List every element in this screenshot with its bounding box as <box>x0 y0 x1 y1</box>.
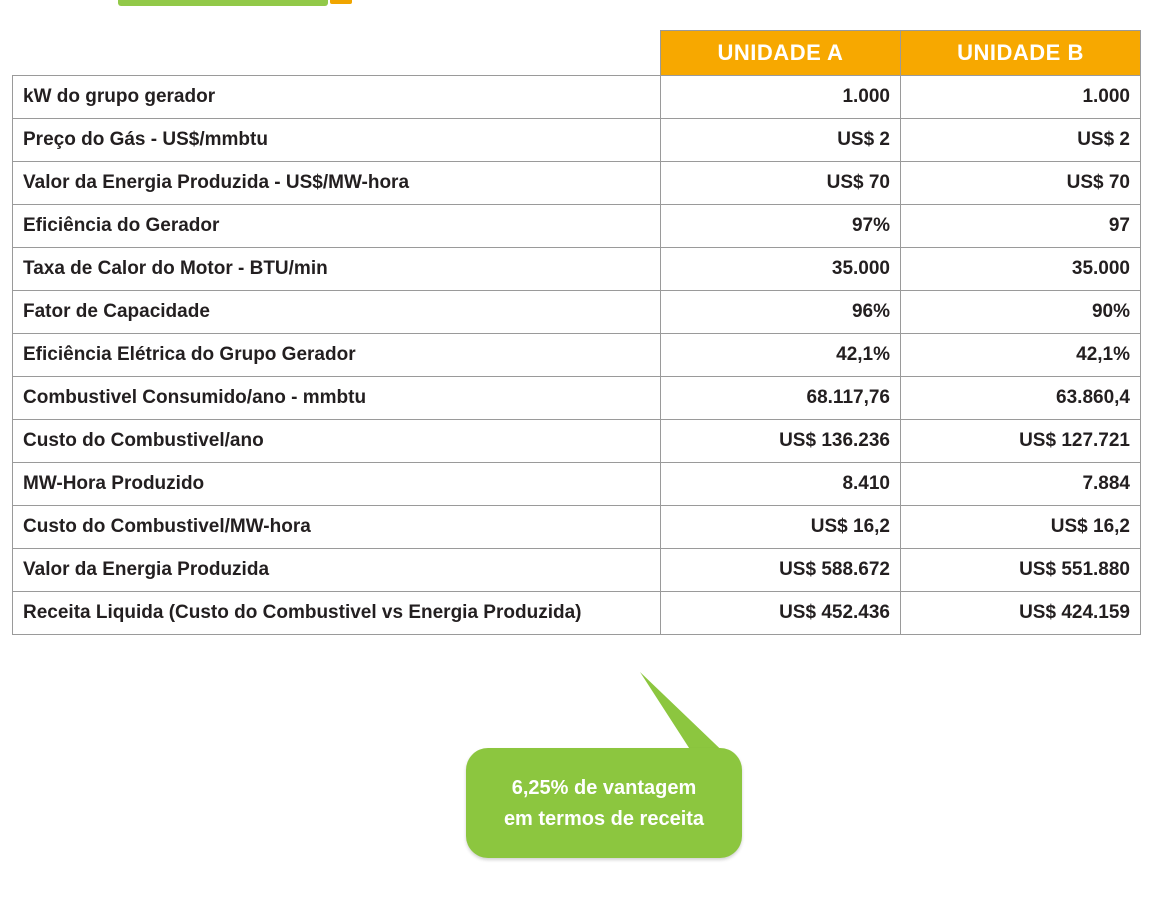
table-row <box>13 291 1141 334</box>
cell-unidade-a: US$ 136.236 <box>661 420 901 463</box>
table-row <box>13 420 1141 463</box>
cell-unidade-a: 35.000 <box>661 248 901 291</box>
cell-unidade-a: US$ 2 <box>661 119 901 162</box>
row-label: Custo do Combustivel/ano <box>13 420 661 463</box>
cell-unidade-b: US$ 424.159 <box>901 592 1141 635</box>
comparison-table-container <box>12 30 1140 635</box>
cell-unidade-b: 42,1% <box>901 334 1141 377</box>
cell-unidade-a: 1.000 <box>661 76 901 119</box>
cell-unidade-a: 68.117,76 <box>661 377 901 420</box>
row-label: Custo do Combustivel/MW-hora <box>13 506 661 549</box>
table-row <box>13 592 1141 635</box>
cell-unidade-b: 97 <box>901 205 1141 248</box>
table-row <box>13 248 1141 291</box>
cell-unidade-a: US$ 588.672 <box>661 549 901 592</box>
table-row <box>13 334 1141 377</box>
table-row <box>13 76 1141 119</box>
header-graphic-fragment-secondary <box>330 0 352 4</box>
cell-unidade-a: 97% <box>661 205 901 248</box>
table-header-unidade-b: UNIDADE B <box>901 31 1141 76</box>
table-header-unidade-a: UNIDADE A <box>661 31 901 76</box>
cell-unidade-a: 42,1% <box>661 334 901 377</box>
callout-line-2: em termos de receita <box>503 807 705 830</box>
row-label: Receita Liquida (Custo do Combustivel vs Energia Produzida) <box>13 592 661 635</box>
row-label: Valor da Energia Produzida <box>13 549 661 592</box>
row-label: Combustivel Consumido/ano - mmbtu <box>13 377 661 420</box>
table-row <box>13 506 1141 549</box>
table-row <box>13 162 1141 205</box>
cell-unidade-b: US$ 2 <box>901 119 1141 162</box>
cell-unidade-a: US$ 70 <box>661 162 901 205</box>
cell-unidade-b: US$ 70 <box>901 162 1141 205</box>
row-label: Fator de Capacidade <box>13 291 661 334</box>
row-label: Eficiência do Gerador <box>13 205 661 248</box>
cell-unidade-b: US$ 127.721 <box>901 420 1141 463</box>
row-label: kW do grupo gerador <box>13 76 661 119</box>
row-label: Eficiência Elétrica do Grupo Gerador <box>13 334 661 377</box>
callout-line-1: 6,25% de vantagem <box>511 776 697 799</box>
comparison-table <box>12 30 1141 635</box>
row-label: Preço do Gás - US$/mmbtu <box>13 119 661 162</box>
cell-unidade-a: 96% <box>661 291 901 334</box>
cell-unidade-a: US$ 16,2 <box>661 506 901 549</box>
table-row <box>13 119 1141 162</box>
table-header-row <box>13 31 1141 76</box>
cell-unidade-b: US$ 16,2 <box>901 506 1141 549</box>
row-label: Valor da Energia Produzida - US$/MW-hora <box>13 162 661 205</box>
table-header-blank <box>13 31 661 76</box>
table-row <box>13 377 1141 420</box>
table-body <box>13 76 1141 635</box>
row-label: MW-Hora Produzido <box>13 463 661 506</box>
table-row <box>13 549 1141 592</box>
header-graphic-fragment <box>118 0 328 6</box>
cell-unidade-a: 8.410 <box>661 463 901 506</box>
cell-unidade-b: 63.860,4 <box>901 377 1141 420</box>
cell-unidade-b: 35.000 <box>901 248 1141 291</box>
cell-unidade-b: 7.884 <box>901 463 1141 506</box>
callout-bubble <box>466 748 742 858</box>
cell-unidade-b: 1.000 <box>901 76 1141 119</box>
cell-unidade-b: 90% <box>901 291 1141 334</box>
cell-unidade-b: US$ 551.880 <box>901 549 1141 592</box>
cell-unidade-a: US$ 452.436 <box>661 592 901 635</box>
table-row <box>13 463 1141 506</box>
row-label: Taxa de Calor do Motor - BTU/min <box>13 248 661 291</box>
table-row <box>13 205 1141 248</box>
